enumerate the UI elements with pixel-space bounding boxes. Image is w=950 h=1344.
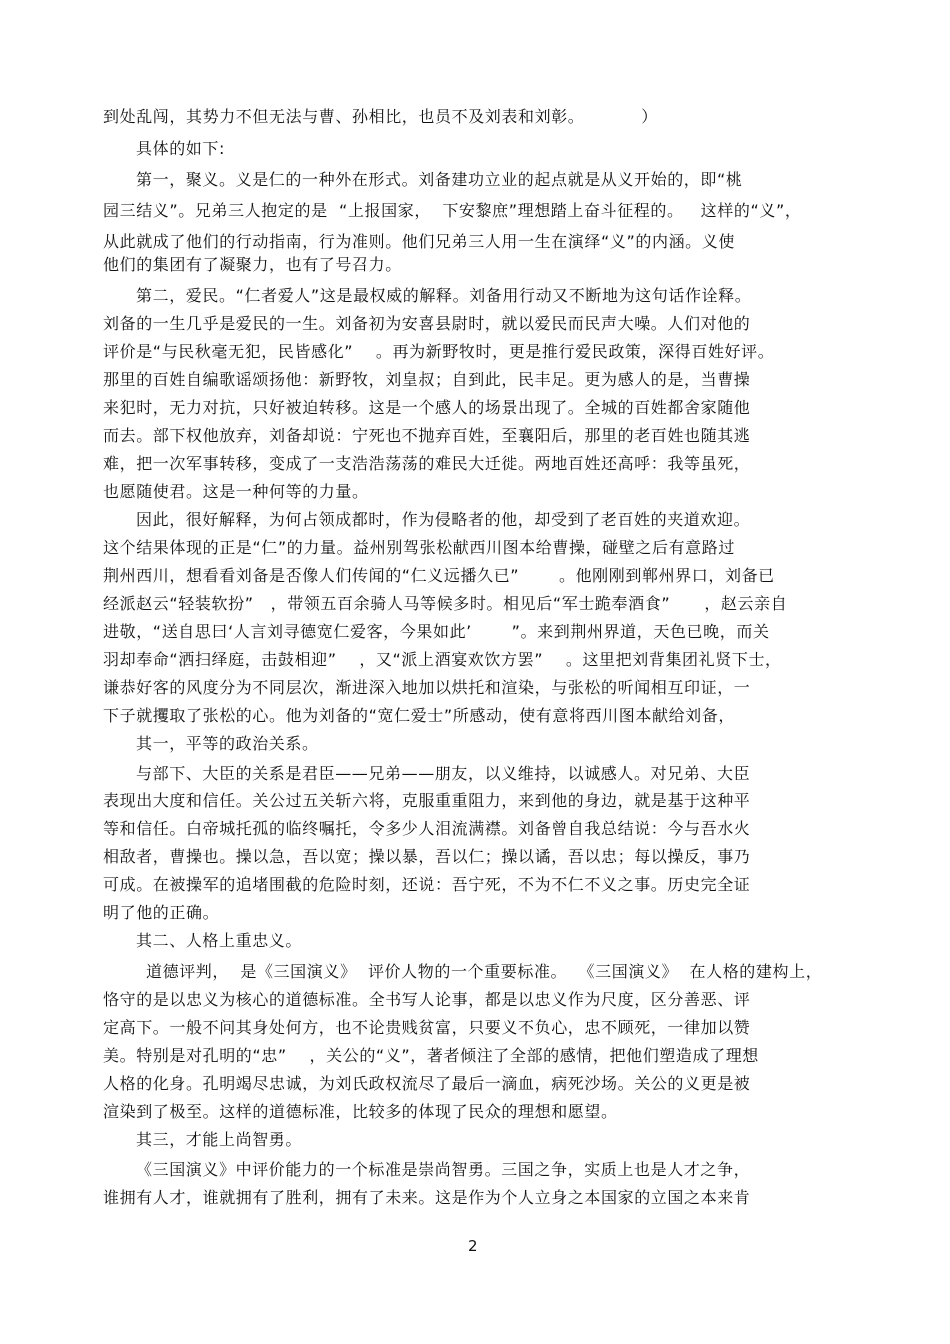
text-line: 第二，爱民。“仁者爱人”这是最权威的解释。刘备用行动又不断地为这句话作诠释。 (136, 286, 752, 305)
text-line: 恪守的是以忠义为核心的道德标准。全书写人论事，都是以忠义作为尺度，区分善恶、评 (103, 990, 751, 1009)
text-line: 而去。部下权他放弃，刘备却说：宁死也不抛弃百姓，至襄阳后，那里的老百姓也随其逃 (103, 426, 751, 445)
text-line: 其一，平等的政治关系。 (136, 734, 319, 753)
text-line: 难，把一次军事转移，变成了一支浩浩荡荡的难民大迁徙。两地百姓还高呼：我等虽死， (103, 454, 751, 473)
text-line: 进敬，“送自思曰‘人言刘寻德宽仁爱客，今果如此’ ”。来到荆州界道，天色已晚，而关 (103, 622, 770, 641)
text-line: 谁拥有人才，谁就拥有了胜利，拥有了未来。这是作为个人立身之本国家的立国之本来肯 (103, 1188, 751, 1207)
text-line: 也愿随使君。这是一种何等的力量。 (103, 482, 369, 501)
text-line: 等和信任。白帝城托孤的临终嘱托，令多少人泪流满襟。刘备曾自我总结说：今与吾水火 (103, 819, 751, 838)
text-line: 下子就攫取了张松的心。他为刘备的“宽仁爱士”所感动，使有意将西川图本献给刘备， (103, 706, 735, 725)
text-line: 《三国演义》中评价能力的一个标准是崇尚智勇。三国之争，实质上也是人才之争， (136, 1160, 751, 1179)
text-line: 表现出大度和信任。关公过五关斩六将，克服重重阻力，来到他的身边，就是基于这种平 (103, 791, 751, 810)
page-number: 2 (468, 1237, 478, 1255)
text-line: 明了他的正确。 (103, 903, 220, 922)
text-line: 评价是“与民秋毫无犯，民皆感化” 。再为新野牧时，更是推行爱民政策，深得百姓好评。 (103, 342, 775, 361)
text-line: 这个结果体现的正是“仁”的力量。益州别驾张松献西川图本给曹操，碰壁之后有意路过 (103, 538, 735, 557)
text-line: 经派赵云“轻装软扮” ，带领五百余骑人马等候多时。相见后“军士跪奉酒食” ，赵云亲自 (103, 594, 788, 613)
text-line: 第一，聚义。义是仁的一种外在形式。刘备建功立业的起点就是从义开始的，即“桃 (136, 170, 743, 189)
text-line: 人格的化身。孔明竭尽忠诚，为刘氏政权流尽了最后一滴血，病死沙场。关公的义更是被 (103, 1074, 751, 1093)
text-line: 相敌者，曹操也。操以急，吾以宽；操以暴，吾以仁；操以谲，吾以忠；每以操反，事乃 (103, 847, 751, 866)
text-line: 与部下、大臣的关系是君臣——兄弟——朋友，以义维持，以诚感人。对兄弟、大臣 (136, 764, 751, 783)
text-line: 道德评判， 是《三国演义》 评价人物的一个重要标准。 《三国演义》 在人格的建构上， (146, 962, 823, 981)
text-line: 因此，很好解释，为何占领成都时，作为侵略者的他，却受到了老百姓的夹道欢迎。 (136, 510, 751, 529)
text-line: 从此就成了他们的行动指南，行为准则。他们兄弟三人用一生在演绎“义”的内涵。义使 (103, 232, 735, 251)
text-line: 渲染到了极至。这样的道德标准，比较多的体现了民众的理想和愿望。 (103, 1102, 618, 1121)
text-line: 定高下。一般不问其身处何方，也不论贵贱贫富，只要义不负心，忠不顾死，一律加以赞 (103, 1018, 751, 1037)
text-line: 那里的百姓自编歌谣颂扬他：新野牧，刘皇叔；自到此，民丰足。更为感人的是，当曹操 (103, 370, 751, 389)
text-line: 羽却奉命“洒扫绎庭，击鼓相迎” ，又“派上酒宴欢饮方罢” 。这里把刘背集团礼贤下士， (103, 650, 782, 669)
text-line: 园三结义”。兄弟三人抱定的是 “上报国家， 下安黎庶”理想踏上奋斗征程的。 这样的“义”， (103, 201, 802, 220)
text-line: 具体的如下: (136, 139, 225, 158)
text-line: 谦恭好客的风度分为不同层次，渐进深入地加以烘托和渲染，与张松的听闻相互印证，一 (103, 678, 751, 697)
text-line: 其三，才能上尚智勇。 (136, 1130, 303, 1149)
text-line: 可成。在被操军的追堵围截的危险时刻，还说：吾宁死，不为不仁不义之事。历史完全证 (103, 875, 751, 894)
text-line: 来犯时，无力对抗，只好被迫转移。这是一个感人的场景出现了。全城的百姓都舍家随他 (103, 398, 751, 417)
text-line: 他们的集团有了凝聚力，也有了号召力。 (103, 255, 402, 274)
text-line: 到处乱闯，其势力不但无法与曹、孙相比，也员不及刘表和刘彰。 ） (103, 107, 658, 126)
text-line: 荆州西川，想看看刘备是否像人们传闻的“仁义远播久已” 。他刚刚到郸州界口，刘备已 (103, 566, 775, 585)
text-line: 美。特别是对孔明的“忠” ，关公的“义”，著者倾注了全部的感情，把他们塑造成了理想 (103, 1046, 759, 1065)
text-line: 其二、人格上重忠义。 (136, 931, 303, 950)
text-line: 刘备的一生几乎是爱民的一生。刘备初为安喜县尉时，就以爱民而民声大噪。人们对他的 (103, 314, 751, 333)
